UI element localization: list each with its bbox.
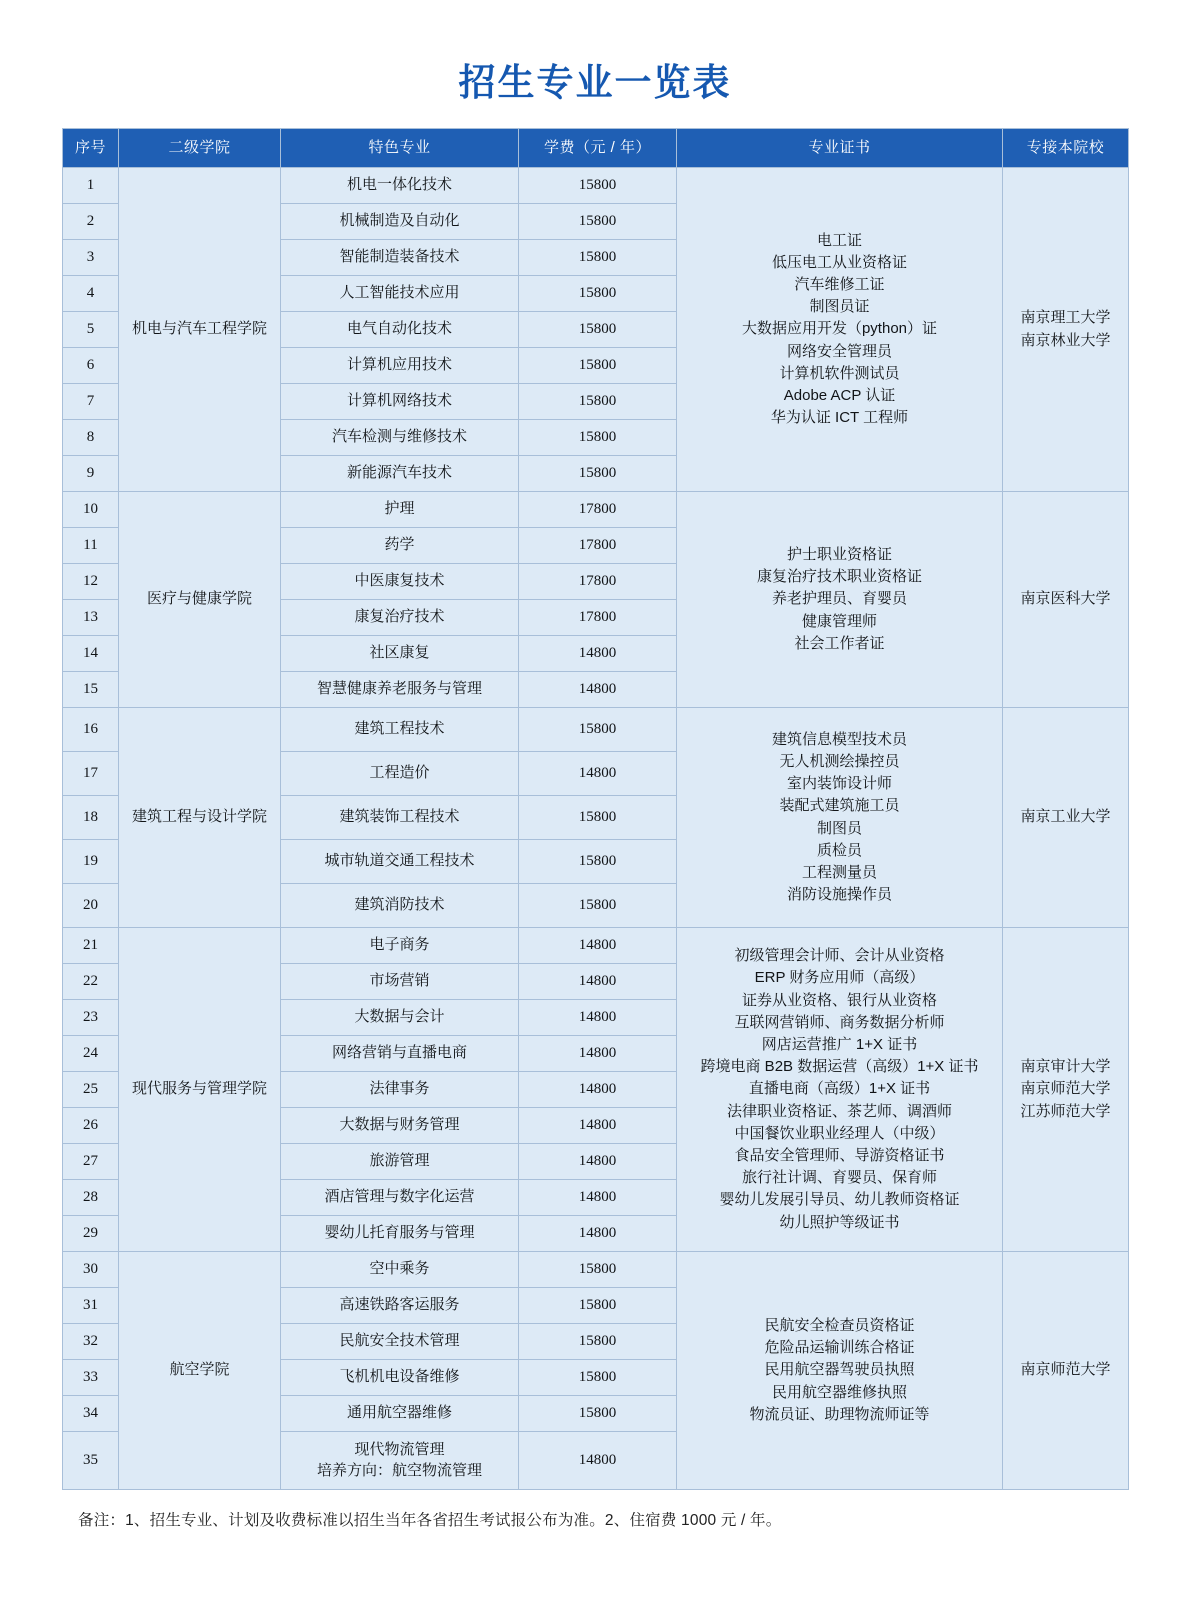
cell-index: 29 (63, 1216, 119, 1252)
table-header (63, 129, 1129, 168)
cell-major: 智慧健康养老服务与管理 (281, 672, 519, 708)
table-row (63, 708, 1129, 752)
cell-index: 10 (63, 492, 119, 528)
cell-tuition: 15800 (519, 840, 677, 884)
cell-index: 2 (63, 204, 119, 240)
cell-tuition: 15800 (519, 456, 677, 492)
major-direction: 培养方向：航空物流管理 (316, 1461, 482, 1479)
cell-major: 建筑工程技术 (281, 708, 519, 752)
university-line: 南京审计大学 (1020, 1058, 1111, 1076)
cell-tuition: 17800 (519, 600, 677, 636)
cell-index: 8 (63, 420, 119, 456)
cell-major: 民航安全技术管理 (281, 1324, 519, 1360)
cell-index: 30 (63, 1252, 119, 1288)
cell-tuition: 17800 (519, 492, 677, 528)
university-line: 南京师范大学 (1020, 1361, 1111, 1379)
cell-major: 计算机网络技术 (281, 384, 519, 420)
certificate-line: 大数据应用开发（python）证 (741, 320, 938, 338)
major-name: 现代物流管理 (354, 1441, 445, 1459)
cell-index: 32 (63, 1324, 119, 1360)
cell-tuition: 14800 (519, 1216, 677, 1252)
certificate-line: 质检员 (816, 841, 862, 859)
cell-major: 汽车检测与维修技术 (281, 420, 519, 456)
certificate-line: 装配式建筑施工员 (779, 797, 900, 815)
certificate-line: 消防设施操作员 (786, 886, 892, 904)
cell-index: 13 (63, 600, 119, 636)
footer-note: 备注：1、招生专业、计划及收费标准以招生当年各省招生考试报公布为准。2、住宿费 1000 元 / 年。 (78, 1512, 782, 1529)
cell-tuition: 14800 (519, 1180, 677, 1216)
cell-index: 23 (63, 1000, 119, 1036)
cell-tuition: 15800 (519, 1288, 677, 1324)
cell-index: 25 (63, 1072, 119, 1108)
cell-index: 19 (63, 840, 119, 884)
cell-transfer-university (1003, 708, 1129, 928)
cell-index: 16 (63, 708, 119, 752)
cell-tuition: 15800 (519, 1324, 677, 1360)
column-header-tuition: 学费（元 / 年） (519, 129, 677, 168)
cell-certificates (677, 492, 1003, 708)
certificate-line: 工程测量员 (801, 863, 877, 881)
page-title: 招生专业一览表 (458, 61, 732, 104)
cell-certificates (677, 928, 1003, 1252)
table-row (63, 928, 1129, 964)
cell-major: 机电一体化技术 (281, 168, 519, 204)
certificate-line: 物流员证、助理物流师证等 (749, 1405, 930, 1423)
certificate-line: 旅行社计调、育婴员、保育师 (741, 1169, 937, 1187)
table-header-row (63, 129, 1129, 168)
cell-tuition: 14800 (519, 1036, 677, 1072)
certificate-line: 互联网营销师、商务数据分析师 (734, 1013, 945, 1031)
cell-major: 工程造价 (281, 752, 519, 796)
cell-tuition: 15800 (519, 240, 677, 276)
cell-tuition: 14800 (519, 1432, 677, 1490)
cell-major (281, 1432, 519, 1490)
certificate-line: Adobe ACP 认证 (783, 386, 896, 404)
university-line: 江苏师范大学 (1020, 1102, 1111, 1120)
cell-college: 建筑工程与设计学院 (119, 708, 281, 928)
cell-index: 5 (63, 312, 119, 348)
cell-certificates (677, 708, 1003, 928)
cell-major: 中医康复技术 (281, 564, 519, 600)
certificate-line: 室内装饰设计师 (786, 775, 892, 793)
cell-index: 24 (63, 1036, 119, 1072)
cell-tuition: 15800 (519, 796, 677, 840)
table-row (63, 492, 1129, 528)
certificate-line: 危险品运输训练合格证 (764, 1339, 915, 1357)
cell-tuition: 15800 (519, 708, 677, 752)
cell-major: 通用航空器维修 (281, 1396, 519, 1432)
cell-tuition: 14800 (519, 752, 677, 796)
cell-major: 智能制造装备技术 (281, 240, 519, 276)
cell-tuition: 15800 (519, 276, 677, 312)
certificate-line: 电工证 (816, 231, 862, 249)
cell-index: 3 (63, 240, 119, 276)
cell-index: 20 (63, 884, 119, 928)
certificate-line: 养老护理员、育婴员 (771, 590, 907, 608)
cell-major: 药学 (281, 528, 519, 564)
certificate-line: 法律职业资格证、茶艺师、调酒师 (726, 1102, 952, 1120)
cell-major: 电子商务 (281, 928, 519, 964)
certificate-line: 初级管理会计师、会计从业资格 (734, 947, 945, 965)
cell-major: 建筑装饰工程技术 (281, 796, 519, 840)
cell-tuition: 15800 (519, 1396, 677, 1432)
cell-major: 大数据与财务管理 (281, 1108, 519, 1144)
university-line: 南京师范大学 (1020, 1080, 1111, 1098)
cell-index: 17 (63, 752, 119, 796)
cell-index: 7 (63, 384, 119, 420)
cell-index: 14 (63, 636, 119, 672)
cell-major: 网络营销与直播电商 (281, 1036, 519, 1072)
cell-major: 社区康复 (281, 636, 519, 672)
certificate-line: 无人机测绘操控员 (779, 752, 900, 770)
column-header-certificates: 专业证书 (677, 129, 1003, 168)
cell-tuition: 14800 (519, 928, 677, 964)
cell-major: 大数据与会计 (281, 1000, 519, 1036)
cell-transfer-university (1003, 168, 1129, 492)
cell-tuition: 14800 (519, 1108, 677, 1144)
cell-major: 法律事务 (281, 1072, 519, 1108)
cell-major: 人工智能技术应用 (281, 276, 519, 312)
cell-tuition: 15800 (519, 884, 677, 928)
cell-tuition: 15800 (519, 312, 677, 348)
university-line: 南京医科大学 (1020, 590, 1111, 608)
cell-major: 新能源汽车技术 (281, 456, 519, 492)
table-row (63, 1252, 1129, 1288)
cell-index: 15 (63, 672, 119, 708)
cell-index: 9 (63, 456, 119, 492)
certificate-line: 食品安全管理师、导游资格证书 (734, 1146, 945, 1164)
certificate-line: 汽车维修工证 (794, 276, 885, 294)
cell-certificates (677, 168, 1003, 492)
cell-index: 1 (63, 168, 119, 204)
cell-major: 计算机应用技术 (281, 348, 519, 384)
cell-college: 机电与汽车工程学院 (119, 168, 281, 492)
certificate-line: 计算机软件测试员 (779, 364, 900, 382)
cell-index: 28 (63, 1180, 119, 1216)
cell-major: 城市轨道交通工程技术 (281, 840, 519, 884)
certificate-line: 民航安全检查员资格证 (764, 1317, 915, 1335)
cell-major: 建筑消防技术 (281, 884, 519, 928)
cell-certificates (677, 1252, 1003, 1490)
cell-major: 康复治疗技术 (281, 600, 519, 636)
cell-tuition: 17800 (519, 564, 677, 600)
cell-tuition: 15800 (519, 204, 677, 240)
admissions-majors-table (62, 128, 1129, 1490)
certificate-line: 证券从业资格、银行从业资格 (741, 991, 937, 1009)
cell-transfer-university (1003, 928, 1129, 1252)
column-header-transfer-university: 专接本院校 (1003, 129, 1129, 168)
certificate-line: 幼儿照护等级证书 (779, 1213, 900, 1231)
cell-major: 空中乘务 (281, 1252, 519, 1288)
cell-transfer-university (1003, 1252, 1129, 1490)
cell-major: 机械制造及自动化 (281, 204, 519, 240)
certificate-line: 制图员证 (809, 298, 870, 316)
cell-tuition: 15800 (519, 348, 677, 384)
column-header-major: 特色专业 (281, 129, 519, 168)
cell-index: 33 (63, 1360, 119, 1396)
cell-transfer-university (1003, 492, 1129, 708)
cell-index: 27 (63, 1144, 119, 1180)
cell-tuition: 14800 (519, 1000, 677, 1036)
column-header-index: 序号 (63, 129, 119, 168)
cell-index: 35 (63, 1432, 119, 1490)
certificate-line: 民用航空器驾驶员执照 (764, 1361, 915, 1379)
cell-major: 酒店管理与数字化运营 (281, 1180, 519, 1216)
cell-tuition: 15800 (519, 1360, 677, 1396)
certificate-line: 健康管理师 (801, 612, 877, 630)
cell-index: 21 (63, 928, 119, 964)
cell-index: 22 (63, 964, 119, 1000)
cell-college: 航空学院 (119, 1252, 281, 1490)
cell-major: 婴幼儿托育服务与管理 (281, 1216, 519, 1252)
cell-index: 18 (63, 796, 119, 840)
certificate-line: 低压电工从业资格证 (771, 253, 907, 271)
cell-index: 34 (63, 1396, 119, 1432)
cell-major: 飞机机电设备维修 (281, 1360, 519, 1396)
cell-index: 26 (63, 1108, 119, 1144)
cell-major: 护理 (281, 492, 519, 528)
certificate-line: 婴幼儿发展引导员、幼儿教师资格证 (719, 1191, 960, 1209)
cell-index: 4 (63, 276, 119, 312)
certificate-line: 社会工作者证 (794, 634, 885, 652)
cell-major: 高速铁路客运服务 (281, 1288, 519, 1324)
cell-major: 市场营销 (281, 964, 519, 1000)
cell-tuition: 14800 (519, 1144, 677, 1180)
column-header-college: 二级学院 (119, 129, 281, 168)
cell-index: 11 (63, 528, 119, 564)
certificate-line: 网店运营推广 1+X 证书 (761, 1036, 918, 1054)
certificate-line: 康复治疗技术职业资格证 (756, 568, 922, 586)
cell-college: 医疗与健康学院 (119, 492, 281, 708)
cell-major: 电气自动化技术 (281, 312, 519, 348)
cell-tuition: 15800 (519, 420, 677, 456)
cell-tuition: 14800 (519, 964, 677, 1000)
certificate-line: 建筑信息模型技术员 (771, 730, 907, 748)
university-line: 南京理工大学 (1020, 309, 1111, 327)
certificate-line: 中国餐饮业职业经理人（中级） (734, 1124, 945, 1142)
cell-tuition: 14800 (519, 636, 677, 672)
cell-tuition: 15800 (519, 168, 677, 204)
cell-tuition: 15800 (519, 1252, 677, 1288)
table-body (63, 168, 1129, 1490)
cell-tuition: 14800 (519, 1072, 677, 1108)
certificate-line: 华为认证 ICT 工程师 (770, 409, 909, 427)
university-line: 南京工业大学 (1020, 808, 1111, 826)
certificate-line: 护士职业资格证 (786, 546, 892, 564)
cell-major: 旅游管理 (281, 1144, 519, 1180)
certificate-line: 直播电商（高级）1+X 证书 (748, 1080, 931, 1098)
cell-tuition: 14800 (519, 672, 677, 708)
certificate-line: 制图员 (816, 819, 862, 837)
cell-tuition: 15800 (519, 384, 677, 420)
certificate-line: ERP 财务应用师（高级） (754, 969, 925, 987)
cell-tuition: 17800 (519, 528, 677, 564)
table-row (63, 168, 1129, 204)
certificate-line: 民用航空器维修执照 (771, 1383, 907, 1401)
cell-college: 现代服务与管理学院 (119, 928, 281, 1252)
certificate-line: 跨境电商 B2B 数据运营（高级）1+X 证书 (700, 1058, 979, 1076)
certificate-line: 网络安全管理员 (786, 342, 892, 360)
university-line: 南京林业大学 (1020, 331, 1111, 349)
cell-index: 12 (63, 564, 119, 600)
cell-index: 6 (63, 348, 119, 384)
cell-index: 31 (63, 1288, 119, 1324)
